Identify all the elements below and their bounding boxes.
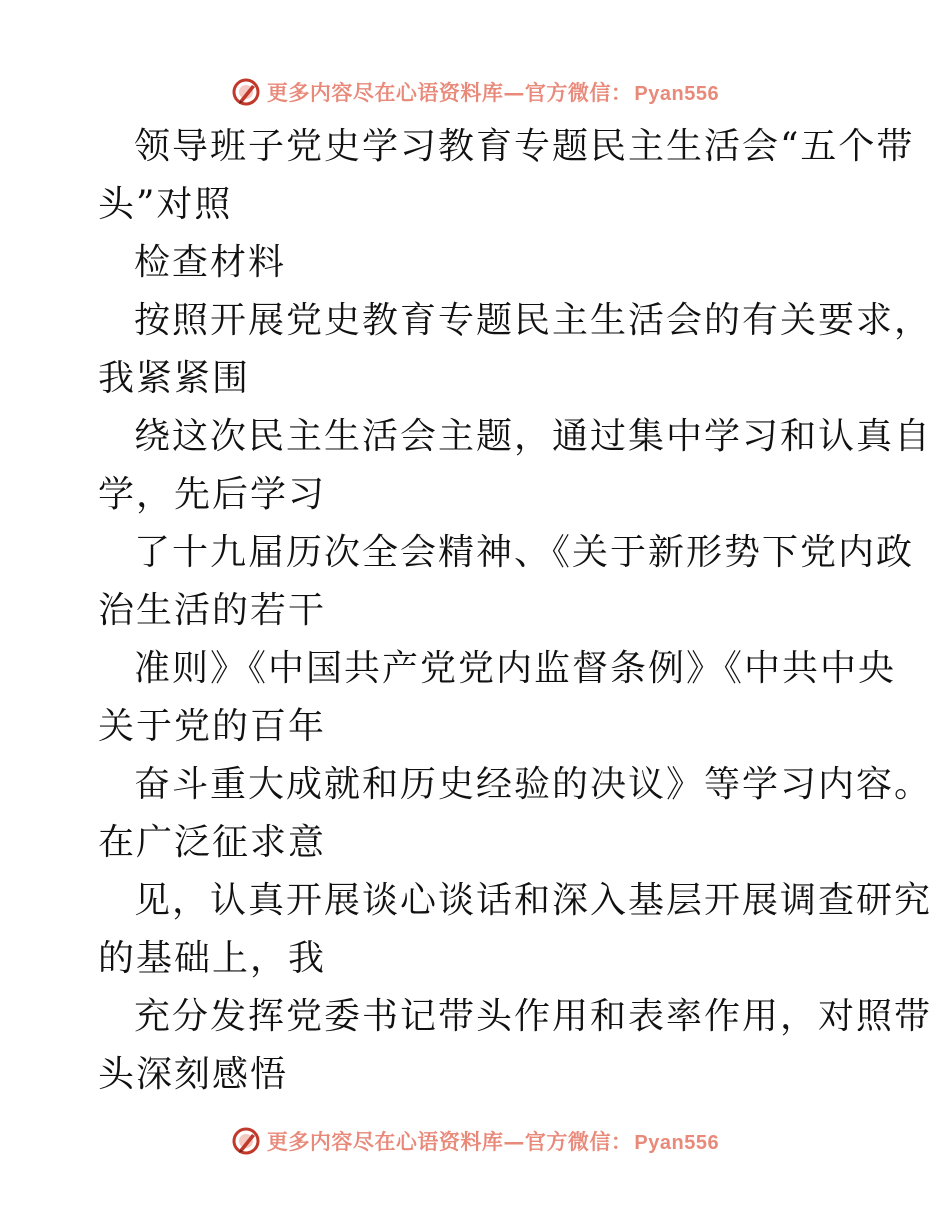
body-text-line: 头深刻感悟 [98, 1054, 289, 1095]
body-text-line: 准则》《中国共产党党内监督条例》《中共中央 [134, 648, 897, 689]
body-text-line: 见，认真开展谈心谈话和深入基层开展调查研究 [134, 880, 933, 921]
body-text-line: 头”对照 [98, 184, 233, 225]
body-text-line: 在广泛征求意 [98, 822, 327, 863]
body-text-line: 绕这次民主生活会主题，通过集中学习和认真自 [134, 416, 933, 457]
pen-circle-logo-icon [231, 1126, 261, 1156]
body-text-line: 按照开展党史教育专题民主生活会的有关要求， [134, 300, 933, 341]
banner-brand-text: Pyan556 [634, 1132, 720, 1154]
body-text-line: 我紧紧围 [98, 358, 251, 399]
pen-circle-logo-icon [231, 77, 261, 107]
body-text-line: 检查材料 [134, 242, 287, 283]
body-text-line: 奋斗重大成就和历史经验的决议》等学习内容。 [134, 764, 933, 805]
body-text-line: 的基础上，我 [98, 938, 327, 979]
body-text-line: 治生活的若干 [98, 590, 327, 631]
document-body [98, 118, 933, 1104]
body-text-line: 学，先后学习 [98, 474, 327, 515]
banner-brand-text: Pyan556 [634, 83, 720, 105]
banner-text [267, 1126, 719, 1156]
body-text-line: 了十九届历次全会精神、《关于新形势下党内政 [134, 532, 915, 573]
banner-site-text: 更多内容尽在心语资料库—官方微信： [266, 80, 633, 105]
banner-text [267, 77, 719, 107]
banner-site-text: 更多内容尽在心语资料库—官方微信： [266, 1129, 633, 1154]
body-text-line: 关于党的百年 [98, 706, 327, 747]
body-text-line: 领导班子党史学习教育专题民主生活会“五个带 [134, 126, 915, 167]
footer-banner [0, 1121, 950, 1161]
body-text-line: 充分发挥党委书记带头作用和表率作用，对照带 [134, 996, 933, 1037]
header-banner [0, 72, 950, 112]
